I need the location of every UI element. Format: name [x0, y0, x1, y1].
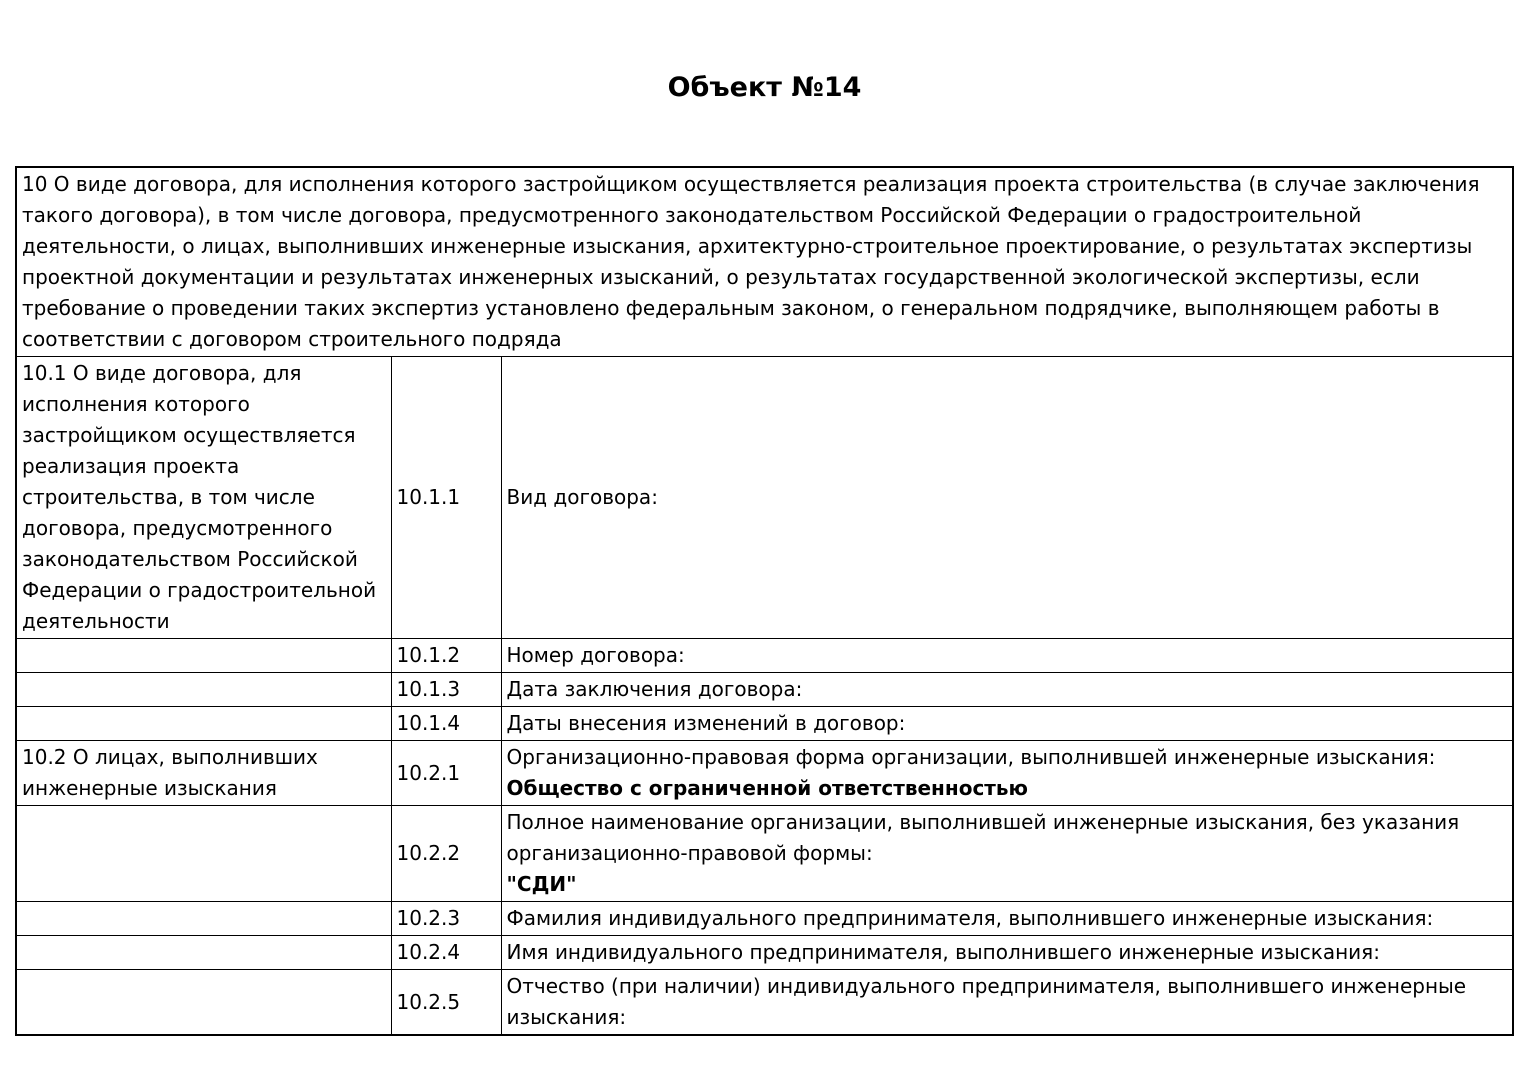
field-label: Имя индивидуального предпринимателя, выполнившего инженерные изыскания:	[506, 940, 1380, 964]
section-cell-empty	[16, 806, 391, 902]
row-code: 10.2.5	[391, 970, 501, 1036]
section-cell-empty	[16, 970, 391, 1036]
section-10-header: 10 О виде договора, для исполнения которого застройщиком осуществляется реализация проекта строительства (в случае заключения такого договора), в том числе договора, предусмотренного законодательством Российской Федерации о градостроительной деятельности, о лицах, выполнивших инженерные изыскания, архитектурно-строительное проектирование, о результатах экспертизы проектной документации и результатах инженерных изысканий, о результатах государственной экологической экспертизы, если требование о проведении таких экспертиз установлено федеральным законом, о генеральном подрядчике, выполняющем работы в соответствии с договором строительного подряда	[16, 167, 1513, 357]
section-10-2-label: 10.2 О лицах, выполнивших инженерные изыскания	[16, 741, 391, 806]
section-cell-empty	[16, 902, 391, 936]
field-value: Общество с ограниченной ответственностью	[506, 776, 1028, 800]
content-cell	[501, 639, 1513, 673]
declaration-table	[15, 166, 1514, 1036]
content-cell	[501, 970, 1513, 1036]
table-row-10-1-2	[16, 639, 1513, 673]
content-cell	[501, 741, 1513, 806]
section-cell-empty	[16, 707, 391, 741]
section-cell-empty	[16, 673, 391, 707]
section-cell-empty	[16, 936, 391, 970]
field-label: Номер договора:	[506, 643, 685, 667]
table-row-10-2-5	[16, 970, 1513, 1036]
table-row-10-2-3	[16, 902, 1513, 936]
table-row-10-1-4	[16, 707, 1513, 741]
field-value: "СДИ"	[506, 872, 577, 896]
page-title: Объект №14	[667, 72, 862, 103]
content-cell	[501, 936, 1513, 970]
table-row-10-2-2	[16, 806, 1513, 902]
row-code: 10.2.4	[391, 936, 501, 970]
row-code: 10.1.1	[391, 357, 501, 639]
section-cell-empty	[16, 639, 391, 673]
section-10-1-label: 10.1 О виде договора, для исполнения которого застройщиком осуществляется реализация проекта строительства, в том числе договора, предусмотренного законодательством Российской Федерации о градостроительной деятельности	[16, 357, 391, 639]
field-label: Полное наименование организации, выполнившей инженерные изыскания, без указания организационно-правовой формы:	[506, 810, 1460, 865]
field-label: Фамилия индивидуального предпринимателя, выполнившего инженерные изыскания:	[506, 906, 1434, 930]
field-label: Дата заключения договора:	[506, 677, 803, 701]
row-code: 10.1.2	[391, 639, 501, 673]
row-code: 10.1.3	[391, 673, 501, 707]
table-row-10-2-4	[16, 936, 1513, 970]
row-code: 10.2.1	[391, 741, 501, 806]
content-cell	[501, 902, 1513, 936]
content-cell	[501, 806, 1513, 902]
row-code: 10.1.4	[391, 707, 501, 741]
table-row-10-1-3	[16, 673, 1513, 707]
field-label: Даты внесения изменений в договор:	[506, 711, 906, 735]
content-cell	[501, 357, 1513, 639]
table-row-10-1-1	[16, 357, 1513, 639]
section-10-header-row	[16, 167, 1513, 357]
table-row-10-2-1	[16, 741, 1513, 806]
field-label: Отчество (при наличии) индивидуального предпринимателя, выполнившего инженерные изыскания:	[506, 974, 1467, 1029]
content-cell	[501, 707, 1513, 741]
row-code: 10.2.3	[391, 902, 501, 936]
row-code: 10.2.2	[391, 806, 501, 902]
content-cell	[501, 673, 1513, 707]
field-label: Организационно-правовая форма организации, выполнившей инженерные изыскания:	[506, 745, 1436, 769]
field-label: Вид договора:	[506, 485, 658, 509]
